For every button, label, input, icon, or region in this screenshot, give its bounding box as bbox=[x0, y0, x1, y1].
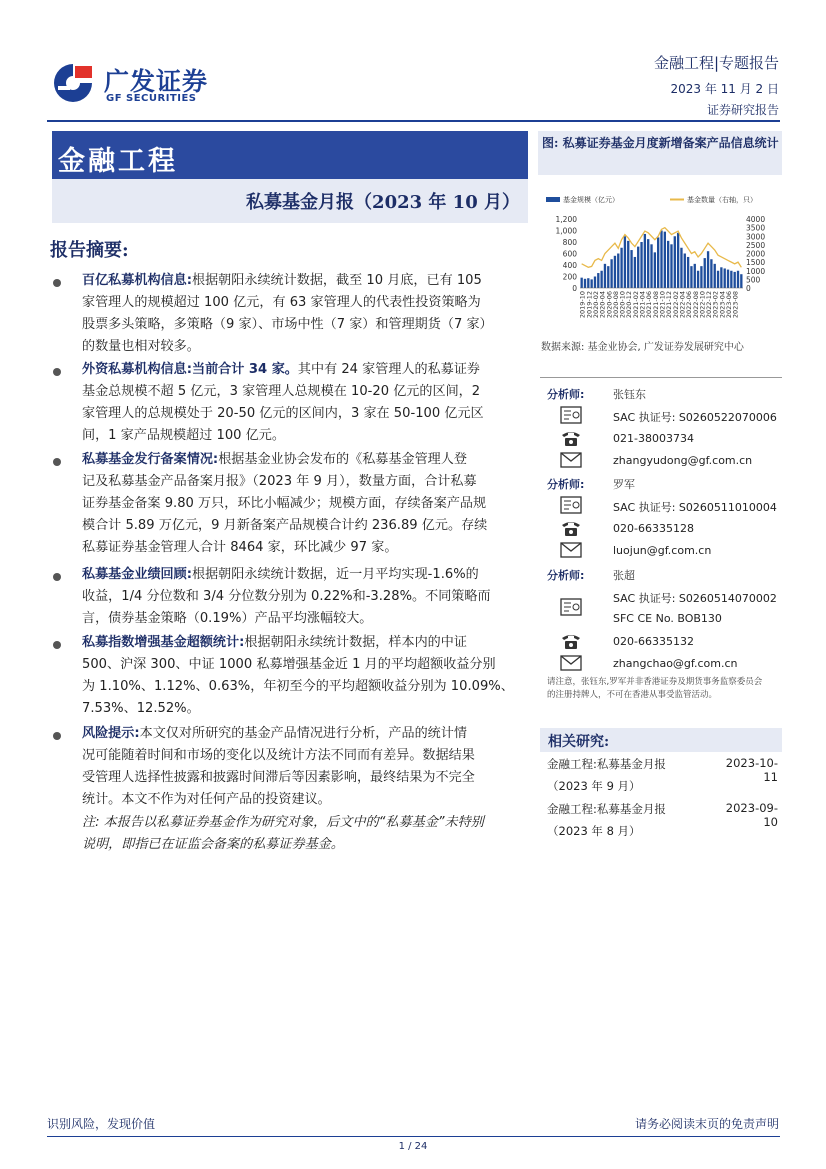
chart-bar bbox=[597, 273, 599, 288]
y-left-tick-label: 600 bbox=[562, 249, 577, 259]
chart-bar bbox=[590, 279, 592, 288]
x-tick-label: 2022-12 bbox=[705, 291, 714, 319]
company-logo bbox=[50, 60, 220, 106]
chart-bar bbox=[640, 242, 642, 288]
chart-bar bbox=[670, 244, 672, 288]
summary-item-index-enhanced: 私募指数增强基金超额统计:根据朝阳永续统计数据，样本内的中证 500、沪深 300、中证 1000 私募增强基金近 1 月的平均超额收益分别 为 1.10%、1.12%、0.63%，年初至今的平均超额收益分别为 10.09%、 7.53%、12.52%。 bbox=[82, 635, 514, 717]
header-divider bbox=[47, 120, 780, 122]
summary-item-label: 私募基金发行备案情况: bbox=[82, 452, 219, 467]
page-number: 1 / 24 bbox=[398, 1141, 428, 1152]
chart-bar bbox=[717, 271, 719, 288]
certificate-icon bbox=[560, 496, 582, 514]
report-date: 2023 年 11 月 2 日 bbox=[670, 82, 779, 96]
y-left-tick-label: 1,200 bbox=[555, 215, 577, 224]
chart-bar bbox=[600, 271, 602, 288]
chart-bar bbox=[624, 236, 626, 288]
related-item-date: 2023-10-11 bbox=[725, 756, 778, 784]
legend-label-line: 基金数量（右轴，只） bbox=[687, 196, 757, 204]
email-icon bbox=[560, 541, 582, 559]
chart-bar bbox=[584, 279, 586, 288]
chart-bar bbox=[697, 271, 699, 288]
footer-slogan: 识别风险，发现价值 bbox=[47, 1117, 156, 1131]
x-tick-label: 2020-06 bbox=[605, 291, 614, 319]
y-right-tick-label: 1500 bbox=[746, 258, 766, 268]
x-tick-label: 2022-10 bbox=[698, 291, 707, 319]
x-tick-label: 2020-08 bbox=[611, 291, 620, 319]
logo-english-text: GF SECURITIES bbox=[106, 93, 197, 104]
x-tick-label: 2021-02 bbox=[631, 291, 640, 319]
chart-bar bbox=[737, 271, 739, 288]
email-icon bbox=[560, 451, 582, 469]
chart-bar bbox=[630, 250, 632, 288]
chart-bar bbox=[654, 252, 656, 288]
related-item-subtitle: （2023 年 8 月） bbox=[547, 824, 641, 838]
y-right-tick-label: 2000 bbox=[746, 249, 766, 259]
figure-title-box bbox=[538, 131, 782, 175]
bullet-dot bbox=[53, 368, 61, 376]
y-left-tick-label: 0 bbox=[572, 284, 577, 293]
summary-item-label: 外资私募机构信息: bbox=[82, 362, 192, 377]
y-left-tick-label: 400 bbox=[562, 261, 577, 270]
x-tick-label: 2021-04 bbox=[638, 291, 647, 319]
chart-bar bbox=[610, 259, 612, 288]
summary-item-label: 私募指数增强基金超额统计: bbox=[82, 635, 245, 650]
x-tick-label: 2021-06 bbox=[645, 291, 654, 319]
x-tick-label: 2022-06 bbox=[685, 291, 694, 319]
title-banner bbox=[52, 179, 528, 223]
analyst-email[interactable]: luojun@gf.com.cn bbox=[613, 544, 712, 557]
analyst-email[interactable]: zhangchao@gf.com.cn bbox=[613, 657, 738, 670]
y-right-tick-label: 3000 bbox=[746, 232, 766, 242]
summary-item-performance: 私募基金业绩回顾:根据朝阳永续统计数据，近一月平均实现-1.6%的 收益，1/4 分位数和 3/4 分位数分别为 0.22%和-3.28%。不同策略而 言，债券基金策略（0.19%）产品平均涨幅较大。 bbox=[82, 567, 491, 627]
summary-heading: 报告摘要: bbox=[50, 240, 129, 261]
y-left-tick-label: 800 bbox=[562, 238, 577, 247]
chart-bar bbox=[690, 266, 692, 288]
chart-bar bbox=[620, 248, 622, 288]
y-right-tick-label: 3500 bbox=[746, 223, 766, 233]
x-tick-label: 2021-10 bbox=[658, 291, 667, 319]
chart-bar bbox=[700, 266, 702, 288]
summary-note: 注: 本报告以私募证券基金作为研究对象，后文中的“私募基金”未特别 说明，即指已在证监会备案的私募证券基金。 bbox=[82, 815, 484, 853]
figure-source: 数据来源: 基金业协会, 广发证券发展研究中心 bbox=[541, 342, 744, 353]
analyst-cert-sfc: SFC CE No. BOB130 bbox=[613, 612, 722, 625]
summary-item-label: 百亿私募机构信息: bbox=[82, 273, 192, 288]
analyst-name: 罗军 bbox=[613, 478, 635, 491]
x-tick-label: 2023-06 bbox=[725, 291, 734, 319]
section-title: 金融工程 bbox=[58, 146, 178, 177]
analyst-label: 分析师: bbox=[547, 478, 585, 491]
y-right-tick-label: 4000 bbox=[746, 215, 766, 224]
summary-item-label: 私募基金业绩回顾: bbox=[82, 567, 192, 582]
bullet-dot bbox=[53, 458, 61, 466]
y-left-tick-label: 200 bbox=[562, 272, 577, 282]
chart-bar bbox=[680, 248, 682, 288]
phone-icon bbox=[560, 519, 582, 537]
phone-icon bbox=[560, 632, 582, 650]
logo-chinese-text: 广发证券 bbox=[104, 67, 209, 96]
analyst-name: 张钰东 bbox=[613, 388, 646, 401]
chart-bar bbox=[581, 278, 583, 288]
x-tick-label: 2023-04 bbox=[718, 291, 727, 319]
report-kind: 证券研究报告 bbox=[706, 103, 779, 117]
chart-bar bbox=[637, 247, 639, 288]
section-banner bbox=[52, 131, 528, 179]
fund-chart bbox=[540, 185, 785, 325]
x-tick-label: 2020-02 bbox=[591, 291, 600, 319]
chart-bar bbox=[740, 274, 742, 288]
chart-bar bbox=[664, 232, 666, 288]
related-research-title: 相关研究: bbox=[548, 734, 610, 750]
x-tick-label: 2019-10 bbox=[578, 291, 587, 319]
chart-bar bbox=[667, 241, 669, 288]
y-right-tick-label: 500 bbox=[746, 275, 761, 285]
chart-bar bbox=[587, 278, 589, 288]
x-tick-label: 2021-12 bbox=[665, 291, 674, 319]
analyst-cert: SAC 执证号: S0260522070006 bbox=[613, 411, 777, 424]
chart-bar bbox=[650, 244, 652, 288]
chart-bar bbox=[710, 259, 712, 288]
chart-bar bbox=[644, 234, 646, 288]
chart-bar bbox=[647, 239, 649, 288]
chart-bar bbox=[694, 264, 696, 288]
phone-icon bbox=[560, 429, 582, 447]
x-tick-label: 2022-04 bbox=[678, 291, 687, 319]
summary-item-label: 风险提示: bbox=[82, 726, 140, 741]
footer-disclaimer-note: 请务必阅读末页的免责声明 bbox=[634, 1117, 779, 1131]
summary-item-foreign-managers: 外资私募机构信息:当前合计 34 家。其中有 24 家管理人的私募证券 基金总规模不超 5 亿元，3 家管理人总规模在 10-20 亿元的区间，2 家管理人的总规模处于 20-50 亿元的区间内，3 家在 50-100 亿元区 间，1 家产品规模超过 100 亿元。 bbox=[82, 362, 484, 444]
chart-bar bbox=[684, 254, 686, 289]
related-research-header bbox=[540, 728, 782, 752]
legend-swatch-bar bbox=[546, 197, 560, 202]
x-tick-label: 2019-12 bbox=[585, 291, 594, 319]
certificate-icon bbox=[560, 598, 582, 616]
report-type: 金融工程|专题报告 bbox=[653, 54, 779, 72]
legend-label-bar: 基金规模（亿元） bbox=[563, 196, 619, 204]
chart-bar bbox=[714, 264, 716, 288]
summary-item-large-managers: 百亿私募机构信息:根据朝阳永续统计数据，截至 10 月底，已有 105 家管理人的规模超过 100 亿元，有 63 家管理人的代表性投资策略为 股票多头策略，多策略（9 家）、市场中性（7 家）和管理期货（7 家） 的数量也相对较多。 bbox=[82, 273, 493, 355]
related-item-title[interactable]: 金融工程:私募基金月报 bbox=[547, 757, 666, 771]
analyst-phone: 020-66335132 bbox=[613, 635, 694, 648]
analyst-name: 张超 bbox=[613, 569, 635, 582]
chart-bar bbox=[657, 237, 659, 288]
y-right-tick-label: 2500 bbox=[746, 240, 766, 250]
chart-bar bbox=[660, 231, 662, 289]
analyst-phone: 021-38003734 bbox=[613, 432, 694, 445]
footer-divider bbox=[47, 1136, 780, 1137]
x-tick-label: 2022-02 bbox=[671, 291, 680, 319]
chart-bar bbox=[730, 271, 732, 288]
analyst-label: 分析师: bbox=[547, 388, 585, 401]
analyst-label: 分析师: bbox=[547, 569, 585, 582]
report-title: 私募基金月报（2023 年 10 月） bbox=[246, 192, 520, 213]
chart-bar bbox=[594, 277, 596, 289]
x-tick-label: 2020-12 bbox=[625, 291, 634, 319]
related-item-subtitle: （2023 年 9 月） bbox=[547, 779, 641, 793]
y-right-tick-label: 1000 bbox=[746, 266, 766, 276]
chart-bar bbox=[724, 268, 726, 288]
chart-bar bbox=[607, 266, 609, 288]
analyst-cert: SAC 执证号: S0260514070002 bbox=[613, 592, 777, 605]
chart-bar bbox=[627, 241, 629, 288]
analyst-divider bbox=[540, 377, 782, 378]
related-item-date: 2023-09-10 bbox=[725, 801, 778, 829]
chart-bar bbox=[707, 251, 709, 288]
y-left-tick-label: 1,000 bbox=[555, 226, 577, 236]
chart-bar bbox=[634, 257, 636, 288]
chart-bar bbox=[727, 270, 729, 288]
related-item-title[interactable]: 金融工程:私募基金月报 bbox=[547, 802, 666, 816]
summary-item-filing: 私募基金发行备案情况:根据基金业协会发布的《私募基金管理人登 记及私募基金产品备案月报》（2023 年 9 月），数量方面，合计私募 证券基金备案 9.80 万只，环比小幅减少；规模方面，存续备案产品规 模合计 5.89 万亿元，9 月新备案产品规模合计约 236.89 亿元。存续 私募证券基金管理人合计 8464 家，环比减少 97 家。 bbox=[82, 452, 488, 556]
bullet-dot bbox=[53, 732, 61, 740]
x-tick-label: 2023-08 bbox=[731, 291, 740, 319]
chart-bar bbox=[674, 236, 676, 288]
chart-bar bbox=[604, 264, 606, 288]
x-tick-label: 2020-04 bbox=[598, 291, 607, 319]
x-tick-label: 2021-08 bbox=[651, 291, 660, 319]
x-tick-label: 2020-10 bbox=[618, 291, 627, 319]
chart-bar bbox=[734, 272, 736, 288]
email-icon bbox=[560, 654, 582, 672]
gf-logo-icon bbox=[50, 60, 96, 106]
chart-bar bbox=[617, 254, 619, 289]
chart-bar bbox=[677, 233, 679, 288]
chart-bar bbox=[704, 258, 706, 288]
analyst-email[interactable]: zhangyudong@gf.com.cn bbox=[613, 454, 753, 467]
bullet-dot bbox=[53, 573, 61, 581]
x-tick-label: 2022-08 bbox=[691, 291, 700, 319]
figure-title: 图: 私募证券基金月度新增备案产品信息统计 bbox=[542, 136, 779, 150]
bullet-dot bbox=[53, 279, 61, 287]
license-disclaimer: 请注意，张钰东,罗军并非香港证券及期货事务监察委员会 的注册持牌人，不可在香港从事受监管活动。 bbox=[547, 677, 763, 700]
x-tick-label: 2023-02 bbox=[711, 291, 720, 319]
summary-item-risk: 风险提示:本文仅对所研究的基金产品情况进行分析，产品的统计情 况可能随着时间和市场的变化以及统计方法不同而有差异。数据结果 受管理人选择性披露和披露时间滞后等因素影响，最终结果为不完全 统计。本文不作为对任何产品的投资建议。 bbox=[82, 726, 475, 808]
chart-bar bbox=[687, 257, 689, 288]
chart-bar bbox=[720, 267, 722, 288]
analyst-cert: SAC 执证号: S0260511010004 bbox=[613, 501, 777, 514]
chart-bar bbox=[614, 256, 616, 288]
bullet-dot bbox=[53, 641, 61, 649]
y-right-tick-label: 0 bbox=[746, 284, 751, 293]
analyst-phone: 020-66335128 bbox=[613, 522, 694, 535]
certificate-icon bbox=[560, 406, 582, 424]
